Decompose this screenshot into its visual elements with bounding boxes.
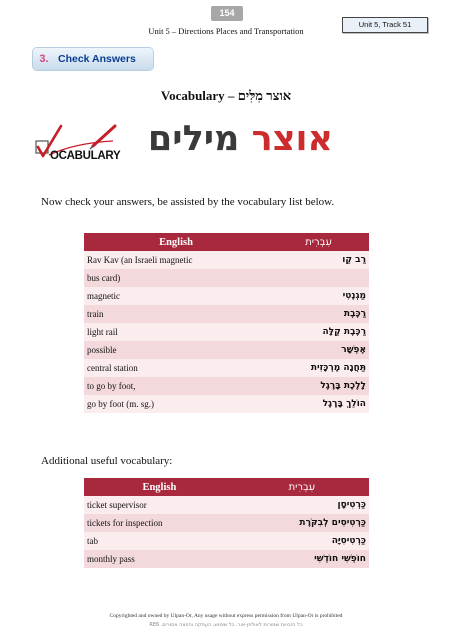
table-row: [84, 305, 369, 323]
table-row: [84, 514, 369, 532]
additional-vocabulary-table: [84, 478, 369, 568]
hebrew-cell: רַכֶּבֶת: [268, 305, 369, 323]
hebrew-cell: רַב קַו: [268, 251, 369, 269]
english-cell: magnetic: [84, 287, 268, 305]
hebrew-cell: רַכֶּבֶת קַלָּה: [268, 323, 369, 341]
hebrew-cell: לָלֶכֶת בָּרֶגֶל: [268, 377, 369, 395]
table-row: [84, 496, 369, 514]
english-cell: monthly pass: [84, 550, 235, 568]
footer-hebrew-line: כל הזכויות שמורות לאולפן-אור. כל שימוש, העתקה והפצה אסורים. RE6: [149, 622, 303, 628]
hebrew-cell: כַּרְטִיסִיָּה: [235, 532, 369, 550]
english-cell: train: [84, 305, 268, 323]
hebrew-cell: חוֹפְשִׁי חוֹדְשִׁי: [235, 550, 369, 568]
hebrew-cell: הוֹלֵךְ בָּרֶגֶל: [268, 395, 369, 413]
hebrew-title-word-2: מילים: [147, 119, 240, 159]
table-row: [84, 251, 369, 269]
table-row: [84, 550, 369, 568]
english-cell: light rail: [84, 323, 268, 341]
vocabulary-hebrew-title: [147, 109, 333, 169]
english-cell: tickets for inspection: [84, 514, 235, 532]
section-title: Check Answers: [58, 53, 136, 65]
hebrew-cell: מַגְנֶטִי: [268, 287, 369, 305]
table-row: [84, 395, 369, 413]
section-number: 3.: [39, 53, 49, 65]
table-row: [84, 323, 369, 341]
english-cell: Rav Kav (an Israeli magnetic: [84, 251, 268, 269]
additional-vocabulary-label: Additional useful vocabulary:: [41, 455, 173, 467]
table-header-row: [84, 233, 369, 251]
table-row: [84, 269, 369, 287]
hebrew-cell: תַּחֲנָה מֶרְכָּזִית: [268, 359, 369, 377]
english-cell: go by foot (m. sg.): [84, 395, 268, 413]
hebrew-cell: [268, 269, 369, 287]
column-header-english: English: [84, 233, 268, 251]
page-number: 154: [211, 6, 243, 21]
english-cell: ticket supervisor: [84, 496, 235, 514]
table-row: [84, 377, 369, 395]
intro-text: Now check your answers, be assisted by the vocabulary list below.: [41, 196, 335, 208]
vocabulary-logo: [35, 123, 135, 169]
table-header-row: [84, 478, 369, 496]
english-cell: bus card): [84, 269, 268, 287]
audio-track-badge[interactable]: Unit 5, Track 51: [342, 17, 428, 33]
column-header-hebrew: עִבְרִית: [268, 233, 369, 251]
hebrew-cell: כַּרְטִיסָן: [235, 496, 369, 514]
hebrew-cell: כַּרְטִיסִים לְבִקֹּרֶת: [235, 514, 369, 532]
footer-copyright: Copyrighted and owned by Ulpan-Or, Any usage without express permission from Ulpan-Or is prohibited: [109, 613, 343, 619]
english-cell: central station: [84, 359, 268, 377]
english-cell: to go by foot,: [84, 377, 268, 395]
table-row: [84, 359, 369, 377]
hebrew-title-word-1: אוצר: [251, 119, 333, 159]
column-header-hebrew: עִבְרִית: [235, 478, 369, 496]
vocabulary-heading: Vocabulary – אוצר מִלִּים: [160, 88, 292, 103]
hebrew-cell: אֶפְשָׁר: [268, 341, 369, 359]
checkbox-check-pen-icon: [35, 123, 135, 169]
table-row: [84, 287, 369, 305]
unit-header: Unit 5 – Directions Places and Transportation: [148, 26, 304, 36]
table-row: [84, 532, 369, 550]
english-cell: possible: [84, 341, 268, 359]
english-cell: tab: [84, 532, 235, 550]
table-row: [84, 341, 369, 359]
column-header-english: English: [84, 478, 235, 496]
vocabulary-table: [84, 233, 369, 413]
section-banner: [33, 48, 153, 70]
vocabulary-logo-word: OCABULARY: [50, 150, 121, 162]
